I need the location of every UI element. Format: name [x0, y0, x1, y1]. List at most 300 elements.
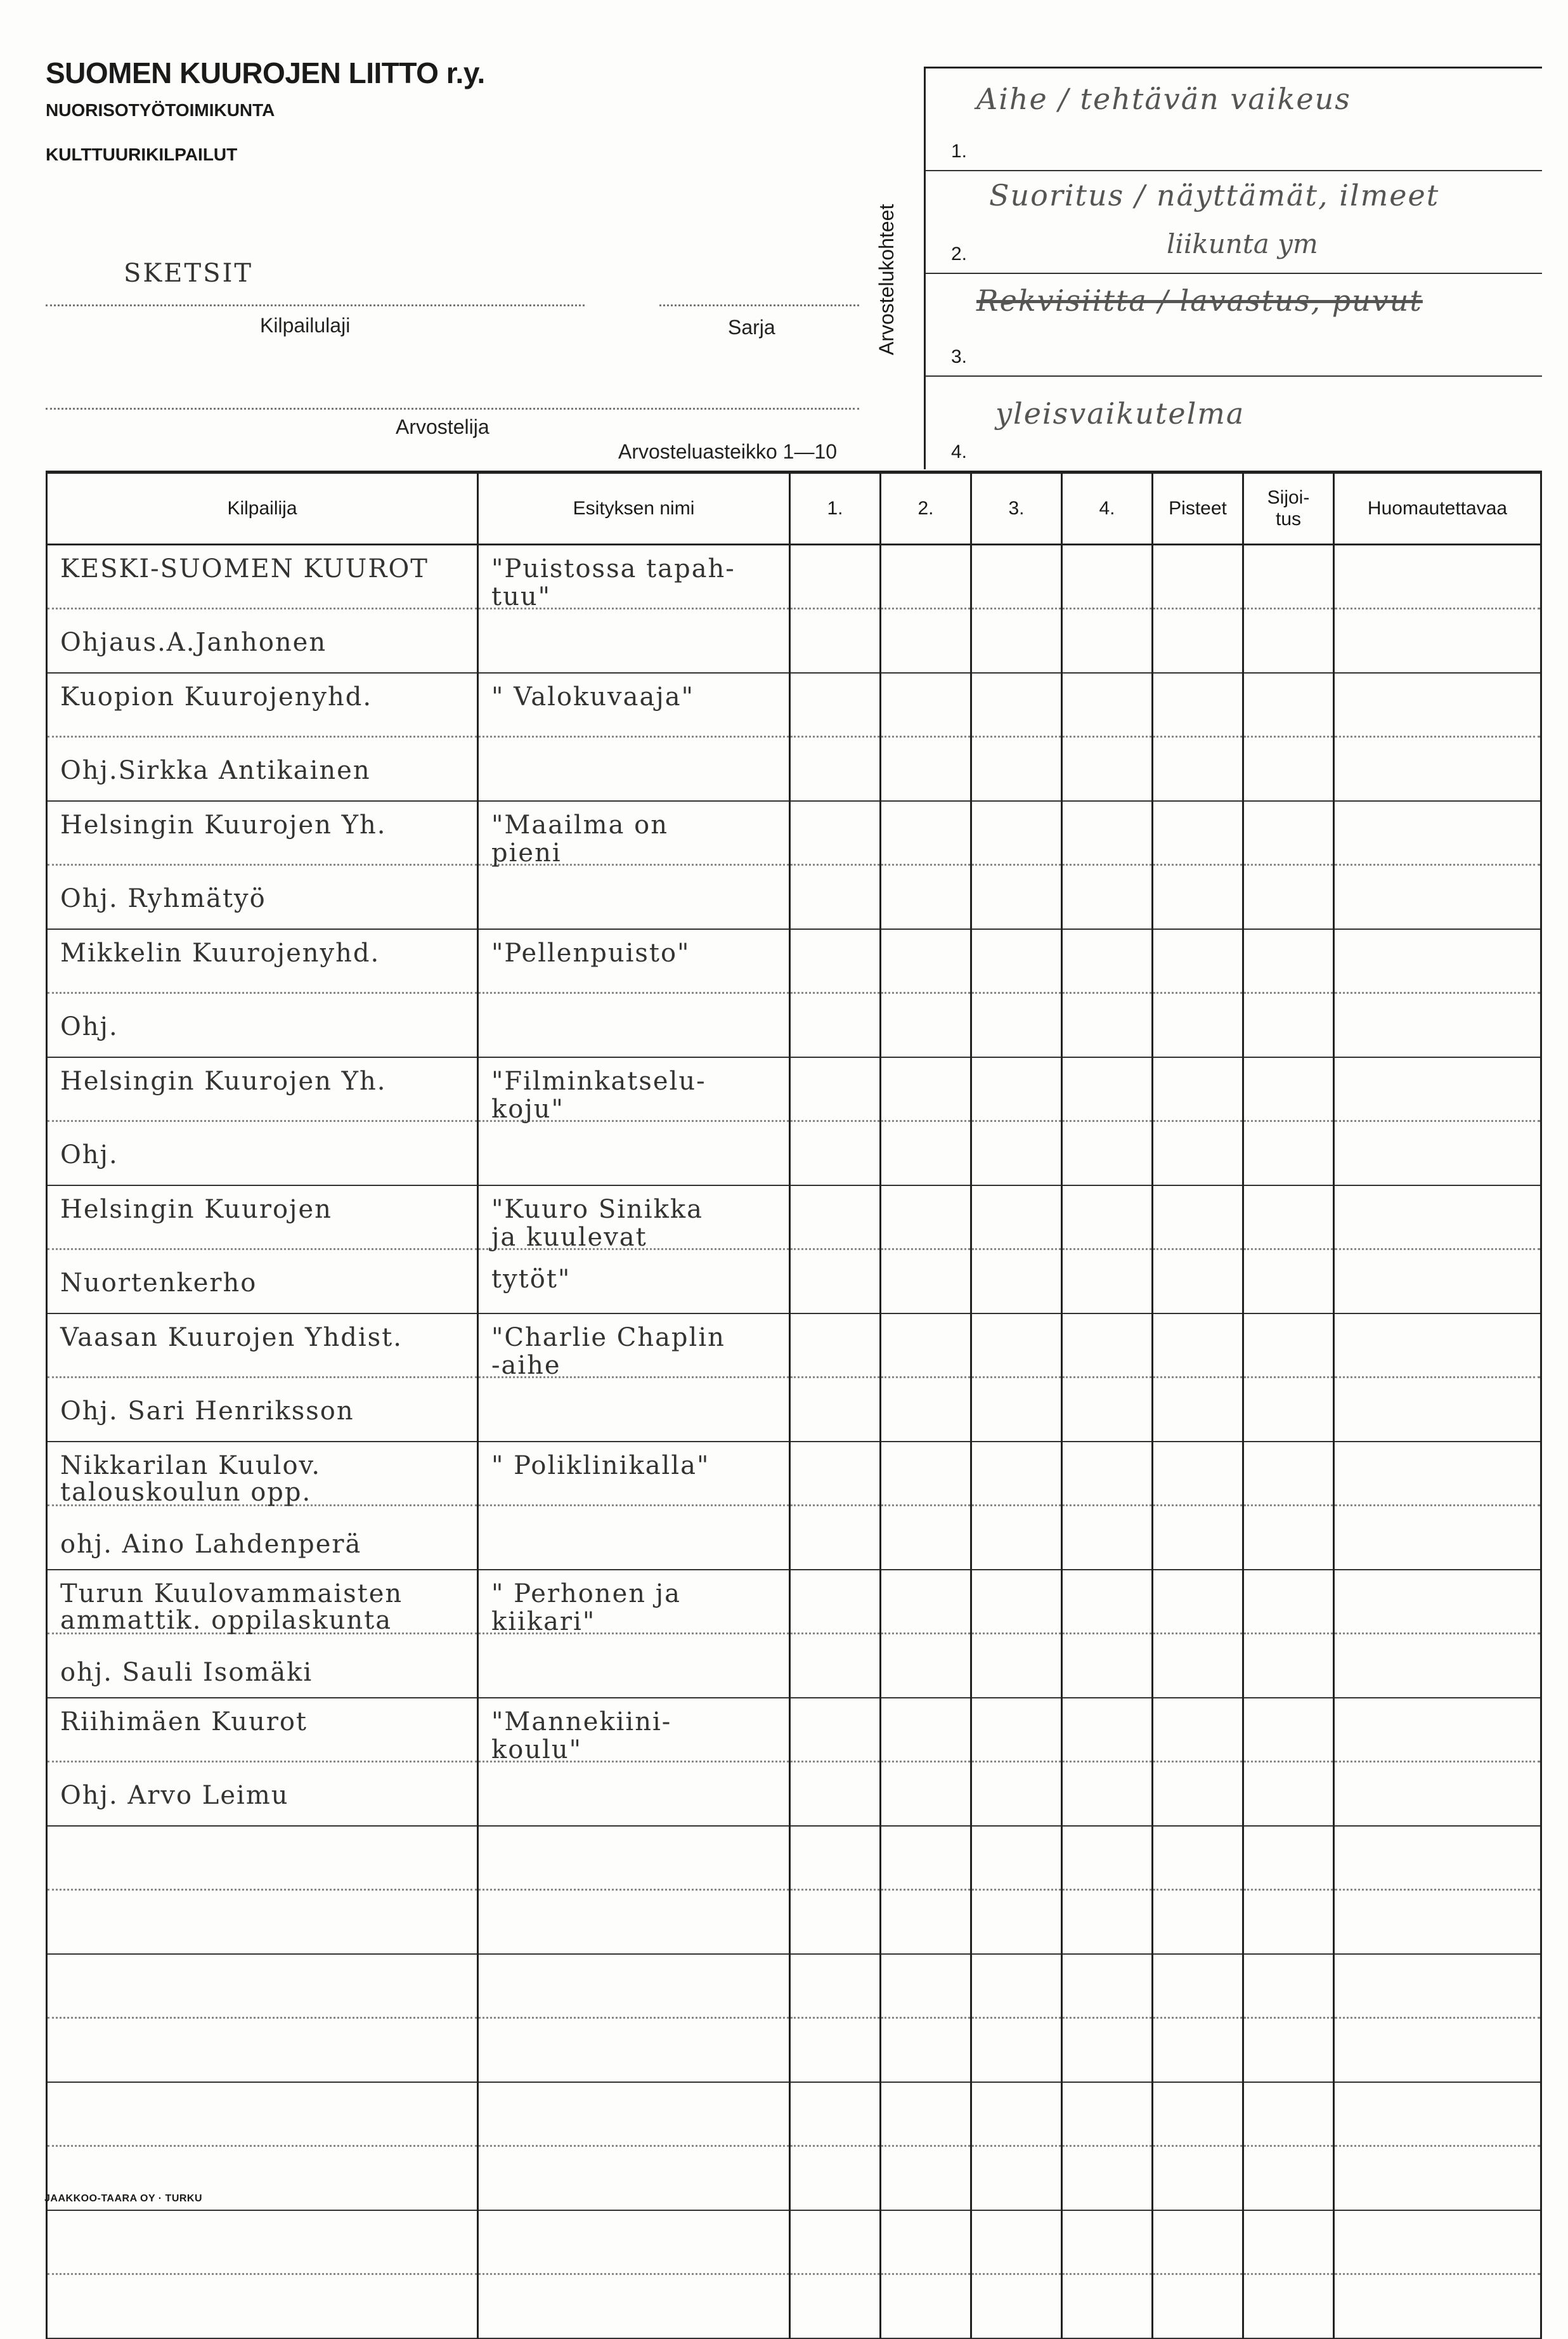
- placement-cell[interactable]: [1243, 673, 1334, 801]
- cell-body: [48, 1058, 477, 1185]
- contestant-cell[interactable]: [47, 2210, 478, 2338]
- score-2-cell[interactable]: [881, 673, 971, 801]
- performance-cell[interactable]: [478, 1826, 790, 1954]
- judge-label: Arvostelija: [396, 415, 489, 438]
- score-4-cell[interactable]: [1062, 1698, 1153, 1826]
- cell-upper: [48, 1955, 477, 2019]
- cell-lower: [881, 1249, 970, 1312]
- cell-body: [1335, 1827, 1540, 1953]
- placement-cell[interactable]: [1243, 2210, 1334, 2338]
- score-3-cell[interactable]: [971, 2210, 1062, 2338]
- competition-type-line: [46, 304, 585, 306]
- cell-lower: [479, 737, 789, 799]
- cell-upper: [881, 1442, 970, 1506]
- cell-lower: [791, 609, 879, 671]
- cell-upper: [881, 1827, 970, 1891]
- score-1-cell[interactable]: [790, 1185, 881, 1313]
- remarks-cell[interactable]: [1334, 1185, 1541, 1313]
- score-4-cell[interactable]: [1062, 1313, 1153, 1442]
- cell-upper: [1153, 1442, 1242, 1506]
- cell-upper: [972, 2211, 1061, 2275]
- contestant-cell: [47, 1698, 478, 1826]
- performance-cell: [478, 1057, 790, 1185]
- score-2-cell[interactable]: [881, 1954, 971, 2082]
- cell-lower: [881, 2146, 970, 2208]
- contestant-director: Ohj. Sari Henriksson: [60, 1397, 354, 1426]
- cell-body: [972, 674, 1061, 800]
- criteria-text: Suoritus / näyttämät, ilmeet: [989, 178, 1440, 212]
- score-2-cell[interactable]: [881, 1313, 971, 1442]
- points-cell[interactable]: [1153, 1185, 1243, 1313]
- cell-lower: [479, 609, 789, 671]
- criteria-number: 1.: [951, 141, 968, 162]
- header-placement: [1243, 472, 1334, 545]
- cell-upper: [479, 545, 789, 609]
- cell-upper: [1063, 1186, 1151, 1250]
- cell-upper: [1063, 1058, 1151, 1122]
- cell-upper: [1335, 1442, 1540, 1506]
- placement-cell[interactable]: [1243, 545, 1334, 674]
- cell-lower: [48, 2018, 477, 2080]
- score-4-cell[interactable]: [1062, 2082, 1153, 2210]
- score-3-cell[interactable]: [971, 1826, 1062, 1954]
- cell-upper: [1335, 1955, 1540, 2019]
- remarks-cell[interactable]: [1334, 545, 1541, 674]
- cell-body: [1335, 1058, 1540, 1185]
- cell-lower: [972, 1762, 1061, 1824]
- cell-upper: [48, 1570, 477, 1634]
- score-1-cell[interactable]: [790, 1826, 881, 1954]
- placement-cell[interactable]: [1243, 2082, 1334, 2210]
- score-3-cell[interactable]: [971, 929, 1062, 1057]
- cell-body: [791, 1827, 879, 1953]
- cell-lower: [1335, 2274, 1540, 2336]
- criteria-text: Aihe / tehtävän vaikeus: [976, 82, 1351, 116]
- remarks-cell[interactable]: [1334, 673, 1541, 801]
- cell-body: [791, 802, 879, 928]
- score-1-cell[interactable]: [790, 1057, 881, 1185]
- cell-lower: [1244, 865, 1333, 927]
- event-name: KULTTUURIKILPAILUT: [46, 145, 238, 164]
- printer-imprint: JAAKKOO-TAARA OY · TURKU: [44, 2193, 203, 2204]
- remarks-cell[interactable]: [1334, 1954, 1541, 2082]
- cell-upper: [1244, 1827, 1333, 1891]
- placement-cell[interactable]: [1243, 1698, 1334, 1826]
- cell-upper: [791, 930, 879, 994]
- points-cell[interactable]: [1153, 2082, 1243, 2210]
- cell-lower: [1335, 737, 1540, 799]
- cell-body: [48, 1570, 477, 1697]
- remarks-cell[interactable]: [1334, 801, 1541, 929]
- placement-cell[interactable]: [1243, 1826, 1334, 1954]
- cell-body: [48, 802, 477, 928]
- cell-body: [972, 930, 1061, 1057]
- score-3-cell[interactable]: [971, 1442, 1062, 1570]
- cell-lower: [791, 993, 879, 1055]
- score-1-cell[interactable]: [790, 545, 881, 674]
- cell-body: [881, 930, 970, 1057]
- cell-lower: [1335, 1378, 1540, 1440]
- cell-lower: [972, 1634, 1061, 1696]
- score-4-cell[interactable]: [1062, 545, 1153, 674]
- performance-title: "Mannekiini-: [491, 1707, 672, 1736]
- cell-upper: [48, 930, 477, 994]
- placement-cell[interactable]: [1243, 1570, 1334, 1698]
- score-4-cell[interactable]: [1062, 2210, 1153, 2338]
- cell-body: [479, 2211, 789, 2338]
- contestant-cell[interactable]: [47, 1954, 478, 2082]
- cell-body: [48, 545, 477, 672]
- cell-lower: [972, 1890, 1061, 1952]
- cell-upper: [479, 802, 789, 866]
- cell-lower: [1153, 1506, 1242, 1568]
- judge-line: [46, 408, 859, 410]
- score-4-cell[interactable]: [1062, 1570, 1153, 1698]
- cell-lower: [972, 1378, 1061, 1440]
- cell-lower: [1244, 1890, 1333, 1952]
- cell-body: [1244, 2083, 1333, 2210]
- cell-body: [1153, 2211, 1242, 2338]
- cell-upper: [791, 802, 879, 866]
- cell-lower: [1244, 1121, 1333, 1183]
- placement-cell[interactable]: [1243, 801, 1334, 929]
- header-criterion-3: 3.: [971, 472, 1062, 545]
- cell-lower: [48, 1378, 477, 1440]
- cell-body: [791, 1570, 879, 1697]
- score-3-cell[interactable]: [971, 1313, 1062, 1442]
- cell-lower: [48, 1890, 477, 1952]
- score-4-cell[interactable]: [1062, 929, 1153, 1057]
- performance-cell: [478, 673, 790, 801]
- cell-lower: [972, 2274, 1061, 2336]
- cell-lower: [1153, 737, 1242, 799]
- cell-lower: [972, 1249, 1061, 1312]
- performance-cell[interactable]: [478, 2210, 790, 2338]
- cell-body: [881, 1058, 970, 1185]
- cell-body: [791, 1314, 879, 1441]
- cell-lower: [1335, 865, 1540, 927]
- remarks-cell[interactable]: [1334, 1313, 1541, 1442]
- cell-body: [1244, 1442, 1333, 1569]
- cell-lower: [479, 2146, 789, 2208]
- contestant-director: Ohj.Sirkka Antikainen: [60, 756, 371, 785]
- cell-upper: [791, 1698, 879, 1762]
- score-2-cell[interactable]: [881, 1185, 971, 1313]
- performance-title-2: ja kuulevat: [491, 1223, 647, 1252]
- contestant-cell: [47, 1570, 478, 1698]
- cell-body: [1153, 1827, 1242, 1953]
- contestant-name: Mikkelin Kuurojenyhd.: [60, 939, 380, 968]
- cell-upper: [791, 1314, 879, 1378]
- score-3-cell[interactable]: [971, 1570, 1062, 1698]
- contestant-cell: [47, 1057, 478, 1185]
- score-3-cell[interactable]: [971, 2082, 1062, 2210]
- remarks-cell[interactable]: [1334, 2210, 1541, 2338]
- cell-body: [48, 674, 477, 800]
- performance-title: "Pellenpuisto": [491, 939, 690, 968]
- score-3-cell[interactable]: [971, 1954, 1062, 2082]
- cell-lower: [881, 993, 970, 1055]
- points-cell[interactable]: [1153, 1954, 1243, 2082]
- cell-lower: [1244, 2018, 1333, 2080]
- performance-cell[interactable]: [478, 1954, 790, 2082]
- cell-upper: [1335, 2083, 1540, 2147]
- points-cell[interactable]: [1153, 2210, 1243, 2338]
- remarks-cell[interactable]: [1334, 1057, 1541, 1185]
- placement-cell[interactable]: [1243, 1057, 1334, 1185]
- cell-upper: [972, 1827, 1061, 1891]
- cell-body: [48, 1314, 477, 1441]
- score-2-cell[interactable]: [881, 2082, 971, 2210]
- table-row: [47, 2210, 1541, 2338]
- cell-lower: [1244, 1249, 1333, 1312]
- cell-lower: [881, 2018, 970, 2080]
- cell-upper: [1335, 1314, 1540, 1378]
- points-cell[interactable]: [1153, 1057, 1243, 1185]
- score-4-cell[interactable]: [1062, 1954, 1153, 2082]
- criteria-text-2: liikunta ym: [1167, 228, 1318, 259]
- points-cell[interactable]: [1153, 801, 1243, 929]
- cell-upper: [479, 674, 789, 738]
- cell-body: [479, 1314, 789, 1441]
- cell-upper: [972, 1570, 1061, 1634]
- cell-body: [1244, 930, 1333, 1057]
- contestant-cell: [47, 1313, 478, 1442]
- cell-lower: [1153, 1634, 1242, 1696]
- cell-body: [1063, 545, 1151, 672]
- placement-cell[interactable]: [1243, 1185, 1334, 1313]
- cell-upper: [48, 802, 477, 866]
- criteria-box: [924, 67, 1542, 469]
- remarks-cell[interactable]: [1334, 1570, 1541, 1698]
- cell-lower: [48, 1121, 477, 1183]
- cell-body: [1244, 802, 1333, 928]
- cell-body: [791, 1186, 879, 1313]
- cell-lower: [48, 737, 477, 799]
- cell-body: [791, 1058, 879, 1185]
- cell-body: [48, 1442, 477, 1569]
- cell-lower: [48, 2274, 477, 2336]
- score-1-cell[interactable]: [790, 929, 881, 1057]
- score-4-cell[interactable]: [1062, 1442, 1153, 1570]
- cell-upper: [1063, 1442, 1151, 1506]
- cell-upper: [972, 674, 1061, 738]
- table-row: [47, 1313, 1541, 1442]
- cell-upper: [1335, 1698, 1540, 1762]
- cell-lower: [791, 1890, 879, 1952]
- cell-body: [1063, 1314, 1151, 1441]
- cell-body: [1335, 1186, 1540, 1313]
- score-4-cell[interactable]: [1062, 1185, 1153, 1313]
- cell-upper: [1244, 1314, 1333, 1378]
- cell-lower: [972, 609, 1061, 671]
- score-4-cell[interactable]: [1062, 1057, 1153, 1185]
- points-cell[interactable]: [1153, 1826, 1243, 1954]
- score-1-cell[interactable]: [790, 673, 881, 801]
- cell-body: [479, 545, 789, 672]
- score-1-cell[interactable]: [790, 801, 881, 929]
- cell-upper: [881, 545, 970, 609]
- score-4-cell[interactable]: [1062, 673, 1153, 801]
- cell-lower: [881, 2274, 970, 2336]
- cell-lower: [479, 865, 789, 927]
- criteria-text: yleisvaikutelma: [995, 396, 1245, 431]
- cell-upper: [1063, 930, 1151, 994]
- contestant-name: Riihimäen Kuurot: [60, 1707, 308, 1736]
- score-1-cell[interactable]: [790, 1442, 881, 1570]
- remarks-cell[interactable]: [1334, 1698, 1541, 1826]
- cell-upper: [48, 2211, 477, 2275]
- performance-cell[interactable]: [478, 2082, 790, 2210]
- performance-cell: [478, 1442, 790, 1570]
- cell-upper: [881, 802, 970, 866]
- criteria-number: 4.: [951, 441, 968, 462]
- cell-upper: [1153, 1955, 1242, 2019]
- competition-type-value[interactable]: SKETSIT: [124, 259, 254, 288]
- cell-lower: [48, 865, 477, 927]
- cell-upper: [791, 1570, 879, 1634]
- score-1-cell[interactable]: [790, 2082, 881, 2210]
- cell-body: [881, 2083, 970, 2210]
- table-header-row: [47, 472, 1541, 545]
- cell-upper: [791, 1955, 879, 2019]
- header-remarks: Huomautettavaa: [1334, 472, 1541, 545]
- remarks-cell[interactable]: [1334, 1442, 1541, 1570]
- score-2-cell[interactable]: [881, 2210, 971, 2338]
- header-performance: Esityksen nimi: [478, 472, 790, 545]
- cell-upper: [479, 1442, 789, 1506]
- contestant-cell[interactable]: [47, 2082, 478, 2210]
- table-row: [47, 545, 1541, 674]
- score-1-cell[interactable]: [790, 1698, 881, 1826]
- points-cell[interactable]: [1153, 545, 1243, 674]
- cell-body: [1153, 1570, 1242, 1697]
- points-cell[interactable]: [1153, 1570, 1243, 1698]
- placement-cell[interactable]: [1243, 1442, 1334, 1570]
- score-2-cell[interactable]: [881, 801, 971, 929]
- remarks-cell[interactable]: [1334, 929, 1541, 1057]
- cell-body: [1335, 2211, 1540, 2338]
- score-2-cell[interactable]: [881, 1057, 971, 1185]
- score-2-cell[interactable]: [881, 1826, 971, 1954]
- cell-body: [881, 1827, 970, 1953]
- cell-upper: [881, 1955, 970, 2019]
- cell-lower: [1063, 1121, 1151, 1183]
- committee-name: NUORISOTYÖTOIMIKUNTA: [46, 100, 275, 120]
- cell-upper: [1244, 1698, 1333, 1762]
- score-2-cell[interactable]: [881, 1442, 971, 1570]
- cell-lower: [479, 993, 789, 1055]
- cell-body: [972, 1955, 1061, 2082]
- cell-lower: [791, 2274, 879, 2336]
- table-row: [47, 1698, 1541, 1826]
- points-cell[interactable]: [1153, 1442, 1243, 1570]
- cell-upper: [1244, 802, 1333, 866]
- score-1-cell[interactable]: [790, 2210, 881, 2338]
- cell-body: [881, 1314, 970, 1441]
- cell-upper: [48, 674, 477, 738]
- points-cell[interactable]: [1153, 1313, 1243, 1442]
- cell-lower: [881, 1890, 970, 1952]
- cell-body: [1153, 802, 1242, 928]
- cell-upper: [1063, 1570, 1151, 1634]
- scoring-table: [46, 471, 1542, 2339]
- score-2-cell[interactable]: [881, 1570, 971, 1698]
- placement-cell[interactable]: [1243, 1313, 1334, 1442]
- cell-body: [1335, 1314, 1540, 1441]
- cell-upper: [881, 1314, 970, 1378]
- cell-lower: [1063, 993, 1151, 1055]
- cell-upper: [881, 2211, 970, 2275]
- criteria-item-3: [926, 274, 1542, 374]
- cell-upper: [1244, 1442, 1333, 1506]
- cell-upper: [972, 1698, 1061, 1762]
- score-3-cell[interactable]: [971, 673, 1062, 801]
- cell-lower: [48, 993, 477, 1055]
- placement-cell[interactable]: [1243, 1954, 1334, 2082]
- contestant-cell: [47, 1442, 478, 1570]
- cell-body: [881, 1570, 970, 1697]
- contestant-cell[interactable]: [47, 1826, 478, 1954]
- cell-lower: [1063, 2146, 1151, 2208]
- cell-upper: [1063, 1955, 1151, 2019]
- score-2-cell[interactable]: [881, 1698, 971, 1826]
- cell-body: [1063, 1955, 1151, 2082]
- cell-upper: [881, 1186, 970, 1250]
- cell-lower: [1063, 1506, 1151, 1568]
- remarks-cell[interactable]: [1334, 1826, 1541, 1954]
- contestant-detail: ammattik. oppilaskunta: [60, 1606, 392, 1635]
- score-3-cell[interactable]: [971, 801, 1062, 929]
- score-4-cell[interactable]: [1062, 801, 1153, 929]
- cell-body: [1063, 1442, 1151, 1569]
- performance-cell: [478, 1185, 790, 1313]
- performance-title: "Kuuro Sinikka: [491, 1195, 703, 1224]
- cell-lower: [972, 993, 1061, 1055]
- score-3-cell[interactable]: [971, 1057, 1062, 1185]
- cell-lower: [1244, 1762, 1333, 1824]
- points-cell[interactable]: [1153, 1698, 1243, 1826]
- points-cell[interactable]: [1153, 673, 1243, 801]
- cell-body: [1153, 545, 1242, 672]
- cell-body: [791, 545, 879, 672]
- cell-upper: [791, 1442, 879, 1506]
- cell-lower: [1244, 2146, 1333, 2208]
- placement-cell[interactable]: [1243, 929, 1334, 1057]
- score-4-cell[interactable]: [1062, 1826, 1153, 1954]
- cell-body: [972, 2211, 1061, 2338]
- score-3-cell[interactable]: [971, 1185, 1062, 1313]
- score-2-cell[interactable]: [881, 929, 971, 1057]
- cell-upper: [479, 2083, 789, 2147]
- contestant-name: Vaasan Kuurojen Yhdist.: [60, 1323, 403, 1352]
- cell-upper: [881, 930, 970, 994]
- score-1-cell[interactable]: [790, 1954, 881, 2082]
- cell-upper: [972, 1955, 1061, 2019]
- score-1-cell[interactable]: [790, 1570, 881, 1698]
- score-1-cell[interactable]: [790, 1313, 881, 1442]
- cell-body: [48, 930, 477, 1057]
- contestant-director: Ohj.: [60, 1140, 119, 1170]
- cell-body: [972, 1186, 1061, 1313]
- score-3-cell[interactable]: [971, 1698, 1062, 1826]
- points-cell[interactable]: [1153, 929, 1243, 1057]
- score-2-cell[interactable]: [881, 545, 971, 674]
- remarks-cell[interactable]: [1334, 2082, 1541, 2210]
- cell-lower: [881, 1762, 970, 1824]
- score-3-cell[interactable]: [971, 545, 1062, 674]
- cell-upper: [1153, 2211, 1242, 2275]
